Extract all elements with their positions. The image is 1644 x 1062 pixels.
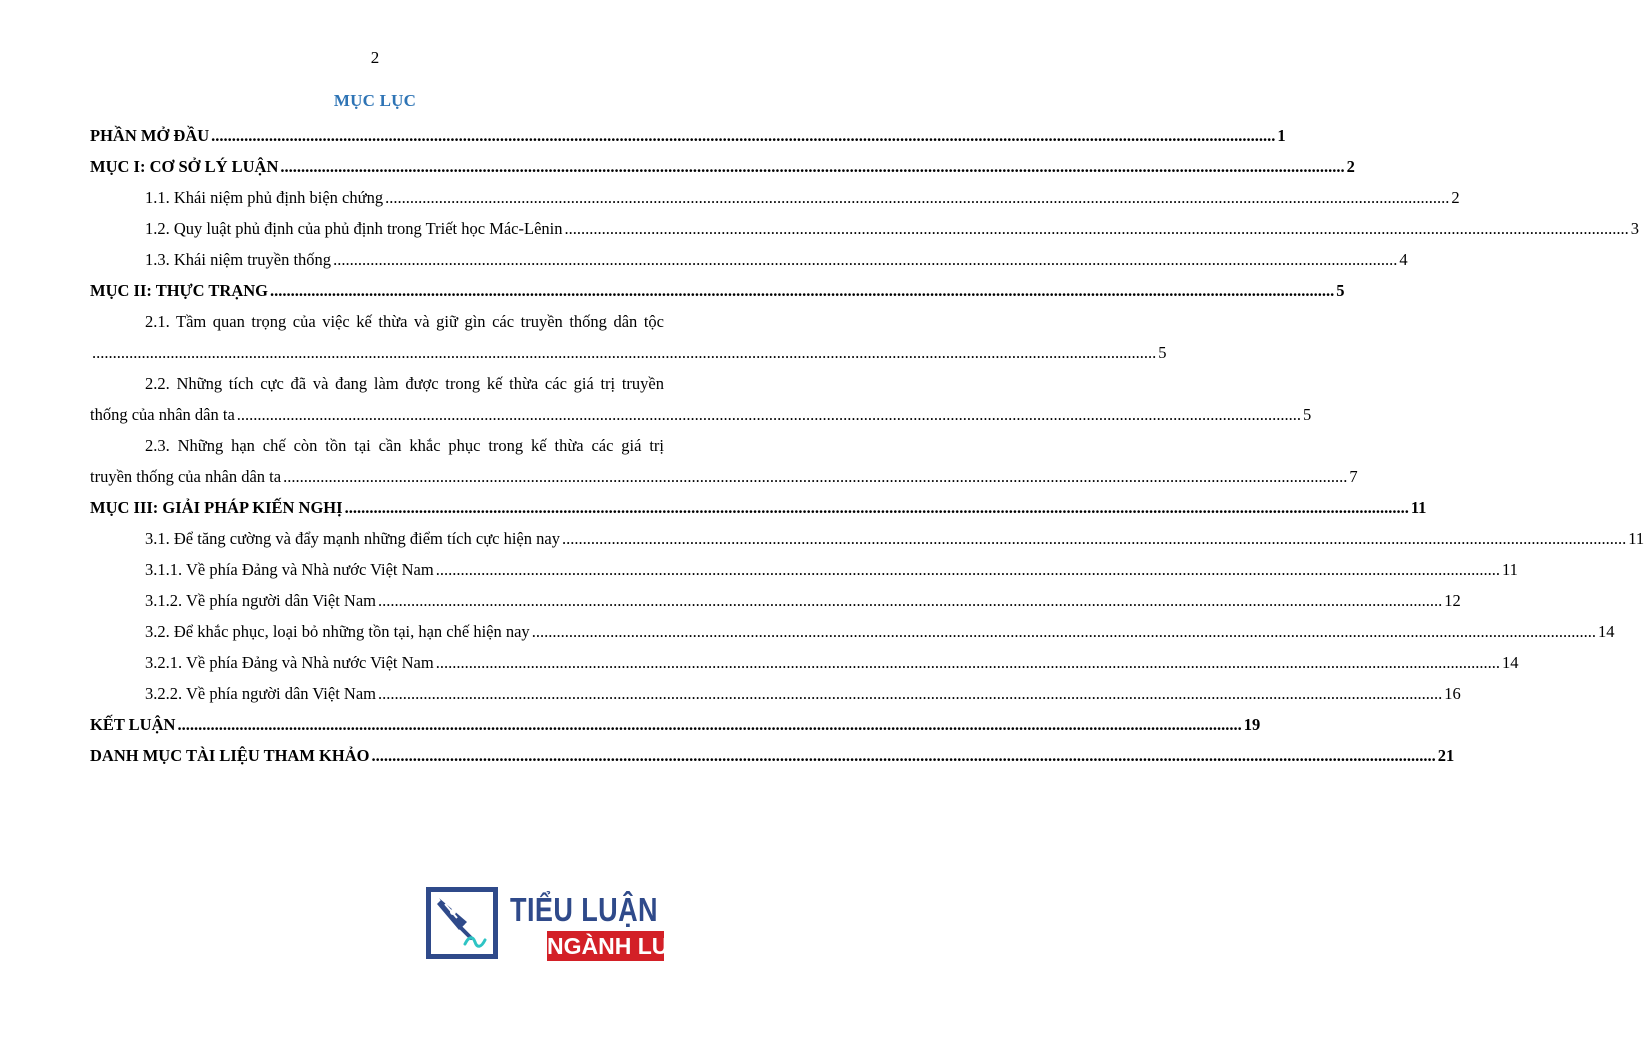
- toc-section[interactable]: [90, 151, 1355, 182]
- toc-entry[interactable]: [90, 678, 1461, 709]
- toc-page-number: 11: [1628, 529, 1644, 548]
- dot-leader: [345, 492, 1409, 523]
- toc-section[interactable]: [90, 120, 1286, 151]
- toc-section[interactable]: [90, 492, 1427, 523]
- toc-entry[interactable]: [90, 585, 1461, 616]
- toc-page-number: 21: [1437, 746, 1455, 765]
- dot-leader: [92, 337, 1156, 368]
- toc-page-number: 2: [1451, 188, 1460, 207]
- toc-entry-label: 2.3. Những hạn chế còn tồn tại cần khắc phục trong kế thừa các giá trị: [145, 436, 664, 455]
- toc-entry-label: 2.1. Tầm quan trọng của việc kế thừa và giữ gìn các truyền thống dân tộc: [145, 312, 664, 331]
- toc-section[interactable]: [90, 709, 1261, 740]
- toc-page-number: 16: [1444, 684, 1461, 703]
- toc-entry[interactable]: [90, 306, 1167, 368]
- dot-leader: [371, 740, 1435, 771]
- toc-entry[interactable]: [90, 244, 1408, 275]
- toc-entry[interactable]: [90, 368, 1312, 430]
- toc-entry-label: 3.2. Để khắc phục, loại bỏ những tồn tại, hạn chế hiện nay: [145, 622, 530, 641]
- toc-entry-label: PHẦN MỞ ĐẦU: [90, 126, 210, 145]
- toc-page-number: 5: [1303, 405, 1312, 424]
- logo: [426, 887, 700, 967]
- toc-entry[interactable]: [90, 554, 1518, 585]
- toc-page-number: 14: [1501, 653, 1519, 672]
- dot-leader: [436, 647, 1500, 678]
- toc-page-number: 5: [1158, 343, 1167, 362]
- toc-page-number: 5: [1336, 281, 1345, 300]
- logo-subtitle: NGÀNH LUẬT: [547, 933, 700, 959]
- toc-page-number: 7: [1349, 467, 1358, 486]
- toc-entry[interactable]: [90, 523, 1644, 554]
- toc-entry-label: 3.1.1. Về phía Đảng và Nhà nước Việt Nam: [145, 560, 434, 579]
- toc-page-number: 14: [1597, 622, 1615, 641]
- toc-page-number: 4: [1399, 250, 1408, 269]
- page-number: 2: [370, 48, 380, 67]
- toc-page-number: 3: [1630, 219, 1639, 238]
- toc-entry[interactable]: [90, 213, 1639, 244]
- toc-entry-label: MỤC III: GIẢI PHÁP KIẾN NGHỊ: [90, 498, 343, 517]
- dot-leader: [436, 554, 1500, 585]
- table-of-contents: [90, 120, 1644, 771]
- toc-page-number: 19: [1243, 715, 1261, 734]
- dot-leader: [385, 182, 1449, 213]
- toc-entry[interactable]: [90, 616, 1615, 647]
- dot-leader: [378, 678, 1442, 709]
- toc-entry[interactable]: [90, 647, 1519, 678]
- toc-section[interactable]: [90, 740, 1455, 771]
- toc-entry-label: 2.2. Những tích cực đã và đang làm được trong kế thừa các giá trị truyền: [145, 374, 664, 393]
- toc-entry-label: MỤC II: THỰC TRẠNG: [90, 281, 268, 300]
- toc-entry-label: 3.2.1. Về phía Đảng và Nhà nước Việt Nam: [145, 653, 434, 672]
- dot-leader: [532, 616, 1596, 647]
- toc-page-number: 11: [1501, 560, 1518, 579]
- toc-entry-label-cont: thống của nhân dân ta: [90, 405, 235, 424]
- dot-leader: [280, 151, 1344, 182]
- toc-entry-label: 3.1.2. Về phía người dân Việt Nam: [145, 591, 376, 610]
- toc-entry-label: 3.2.2. Về phía người dân Việt Nam: [145, 684, 376, 703]
- toc-entry-label: 3.1. Để tăng cường và đẩy mạnh những điểm tích cực hiện nay: [145, 529, 560, 548]
- dot-leader: [283, 461, 1347, 492]
- toc-entry-label: 1.3. Khái niệm truyền thống: [145, 250, 332, 269]
- toc-entry-label: DANH MỤC TÀI LIỆU THAM KHẢO: [90, 746, 370, 765]
- toc-title: MỤC LỤC: [333, 91, 417, 110]
- toc-entry[interactable]: [90, 430, 1358, 492]
- toc-page-number: 11: [1410, 498, 1427, 517]
- dot-leader: [378, 585, 1442, 616]
- toc-section[interactable]: [90, 275, 1345, 306]
- toc-page-number: 2: [1346, 157, 1355, 176]
- dot-leader: [333, 244, 1397, 275]
- toc-page-number: 12: [1444, 591, 1461, 610]
- toc-entry-label: 1.2. Quy luật phủ định của phủ định trong Triết học Mác-Lênin: [145, 219, 563, 238]
- toc-entry[interactable]: [90, 182, 1460, 213]
- toc-entry-label-cont: truyền thống của nhân dân ta: [90, 467, 282, 486]
- pen-nib-icon: [426, 887, 498, 959]
- logo-title: TIỂU LUẬN: [510, 891, 659, 928]
- dot-leader: [562, 523, 1626, 554]
- toc-entry-label: 1.1. Khái niệm phủ định biện chứng: [145, 188, 384, 207]
- toc-entry-label: KẾT LUẬN: [90, 715, 176, 734]
- dot-leader: [237, 399, 1301, 430]
- toc-entry-label: MỤC I: CƠ SỞ LÝ LUẬN: [90, 157, 279, 176]
- dot-leader: [565, 213, 1629, 244]
- dot-leader: [211, 120, 1275, 151]
- dot-leader: [270, 275, 1334, 306]
- dot-leader: [177, 709, 1241, 740]
- toc-page-number: 1: [1277, 126, 1286, 145]
